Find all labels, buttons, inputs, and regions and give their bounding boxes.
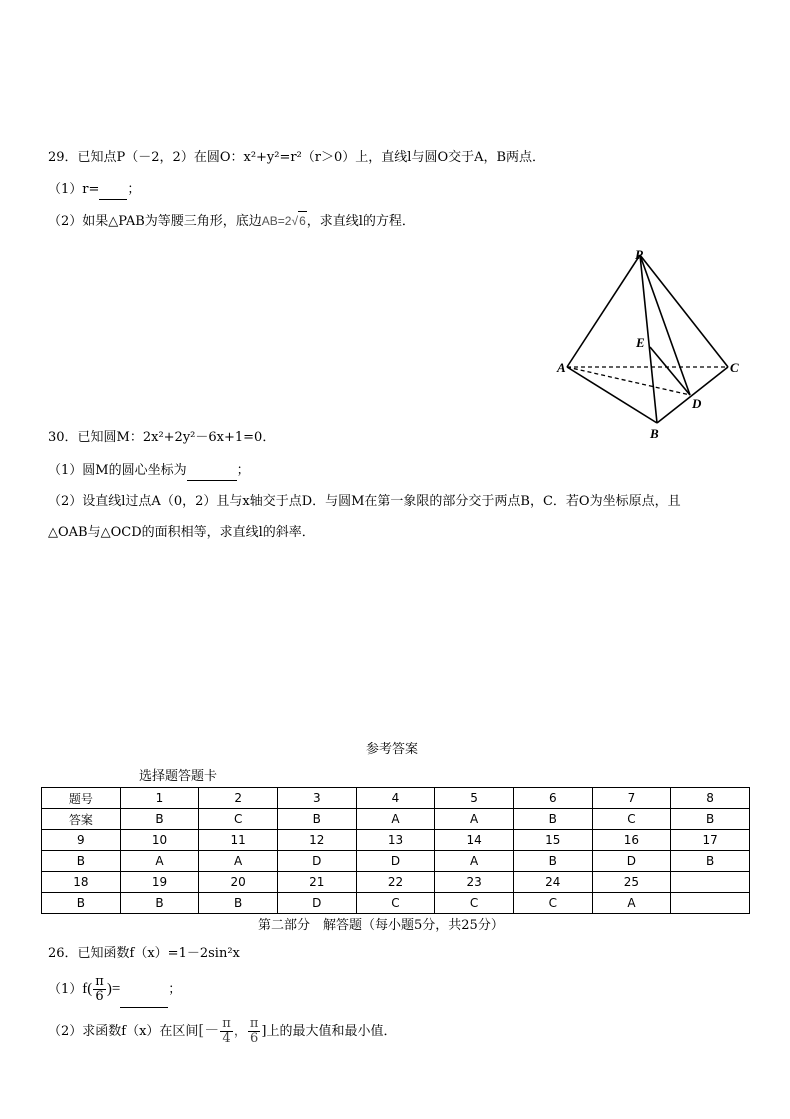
q30-part2-line1: （2）设直线l过点A（0，2）且与x轴交于点D．与圆M在第一象限的部分交于两点B，C．若O为坐标原点，且: [48, 494, 681, 509]
table-cell: 题号: [42, 788, 121, 809]
table-cell: B: [513, 809, 592, 830]
edge-ad-hidden: [567, 367, 690, 395]
label-d: D: [692, 396, 702, 411]
table-row: [42, 788, 750, 809]
table-cell: A: [356, 809, 435, 830]
table-cell: A: [592, 893, 671, 914]
table-cell: B: [277, 809, 356, 830]
table-cell: 答案: [42, 809, 121, 830]
answers-title: 参考答案: [366, 742, 419, 757]
table-cell: 18: [42, 872, 121, 893]
q29-ab-equation: AB=2: [261, 214, 292, 228]
q30-part1-text: （1）圆M的圆心坐标为: [48, 463, 187, 478]
table-cell: A: [120, 851, 199, 872]
answer-blank: [99, 181, 127, 200]
table-cell: 9: [42, 830, 121, 851]
table-cell: B: [671, 809, 750, 830]
edge-bc: [657, 367, 728, 423]
table-cell: B: [42, 851, 121, 872]
table-cell: A: [199, 851, 278, 872]
q29-part1-label: （1）r=: [48, 182, 100, 197]
sqrt-symbol: √: [291, 214, 299, 228]
table-cell: B: [199, 893, 278, 914]
table-cell: 13: [356, 830, 435, 851]
fraction-denominator: 6: [249, 1031, 259, 1046]
label-p: P: [635, 247, 643, 262]
q29-part2: [48, 211, 415, 231]
table-cell: 5: [435, 788, 514, 809]
table-cell: D: [592, 851, 671, 872]
interval-open: [－: [198, 1021, 220, 1039]
table-cell: 8: [671, 788, 750, 809]
q29-part1: [48, 181, 140, 200]
q30-part2-line2: △OAB与△OCD的面积相等，求直线l的斜率．: [48, 525, 315, 540]
q26-f-close: )=: [106, 981, 121, 997]
table-cell: C: [592, 809, 671, 830]
fraction-numerator: π: [95, 974, 104, 989]
q26-part1-label: （1）: [48, 982, 83, 997]
table-cell: 3: [277, 788, 356, 809]
q29-part2-end: ，求直线l的方程．: [306, 214, 415, 229]
table-cell: [671, 872, 750, 893]
table-cell: B: [513, 851, 592, 872]
fraction-denominator: 6: [95, 989, 104, 1004]
edge-pa: [567, 255, 640, 367]
part2-heading: 第二部分 解答题（每小题5分，共25分）: [258, 918, 504, 933]
q30-stem: 30．已知圆M：2x²+2y²－6x+1=0．: [48, 430, 276, 445]
table-cell: C: [356, 893, 435, 914]
table-row: [42, 893, 750, 914]
table-cell: 1: [120, 788, 199, 809]
table-cell: 6: [513, 788, 592, 809]
table-cell: D: [277, 893, 356, 914]
table-cell: B: [120, 893, 199, 914]
label-c: C: [730, 360, 739, 375]
table-cell: 2: [199, 788, 278, 809]
answer-blank: [187, 462, 237, 481]
q26-part2: [48, 1012, 396, 1050]
table-cell: A: [435, 851, 514, 872]
fraction-numerator: π: [249, 1016, 259, 1031]
answer-blank: [120, 973, 168, 1008]
table-cell: 7: [592, 788, 671, 809]
table-cell: C: [199, 809, 278, 830]
q26-f-open: f(: [82, 981, 93, 997]
table-cell: B: [671, 851, 750, 872]
table-cell: B: [42, 893, 121, 914]
answer-card-title: 选择题答题卡: [139, 769, 218, 784]
q29-stem: 29．已知点P（－2，2）在圆O：x²+y²=r²（r＞0）上，直线l与圆O交于A，B两点．: [48, 150, 546, 165]
table-row: [42, 830, 750, 851]
table-cell: B: [120, 809, 199, 830]
table-cell: 24: [513, 872, 592, 893]
fraction-numerator: π: [222, 1016, 231, 1031]
table-cell: 25: [592, 872, 671, 893]
fraction-pi-6: [93, 975, 106, 1004]
table-cell: 10: [120, 830, 199, 851]
table-cell: A: [435, 809, 514, 830]
table-cell: 12: [277, 830, 356, 851]
table-cell: [671, 893, 750, 914]
table-cell: 4: [356, 788, 435, 809]
table-cell: C: [435, 893, 514, 914]
q29-part2-text: （2）如果△PAB为等腰三角形，底边: [48, 214, 262, 229]
table-cell: 11: [199, 830, 278, 851]
interval-comma: ，: [233, 1024, 247, 1039]
q26-stem: 26．已知函数f（x）=1－2sin²x: [48, 946, 240, 961]
q26-part1: [48, 972, 181, 1008]
q26-part2-end: ]上的最大值和最小值．: [261, 1024, 397, 1039]
edge-ab: [567, 367, 657, 423]
table-cell: 19: [120, 872, 199, 893]
table-cell: 15: [513, 830, 592, 851]
label-e: E: [636, 335, 645, 350]
fraction-pi-6: [248, 1017, 261, 1046]
q30-part1: [48, 462, 250, 481]
q29-part1-end: ；: [127, 182, 141, 197]
table-cell: C: [513, 893, 592, 914]
q29-radicand: 6: [298, 211, 307, 230]
table-cell: 22: [356, 872, 435, 893]
fraction-pi-4: [220, 1017, 233, 1046]
table-cell: 23: [435, 872, 514, 893]
table-cell: 14: [435, 830, 514, 851]
table-cell: 21: [277, 872, 356, 893]
fraction-denominator: 4: [222, 1031, 231, 1046]
table-row: [42, 872, 750, 893]
label-b: B: [650, 426, 659, 441]
table-cell: 20: [199, 872, 278, 893]
pyramid-diagram: [555, 245, 745, 445]
q30-part1-end: ；: [236, 463, 250, 478]
q26-part2-text: （2）求函数f（x）在区间: [48, 1024, 199, 1039]
table-cell: 17: [671, 830, 750, 851]
q26-part1-end: ；: [168, 982, 182, 997]
table-row: [42, 809, 750, 830]
table-cell: 16: [592, 830, 671, 851]
label-a: A: [557, 360, 566, 375]
table-cell: D: [356, 851, 435, 872]
table-row: [42, 851, 750, 872]
table-cell: D: [277, 851, 356, 872]
answer-table: [41, 787, 750, 914]
